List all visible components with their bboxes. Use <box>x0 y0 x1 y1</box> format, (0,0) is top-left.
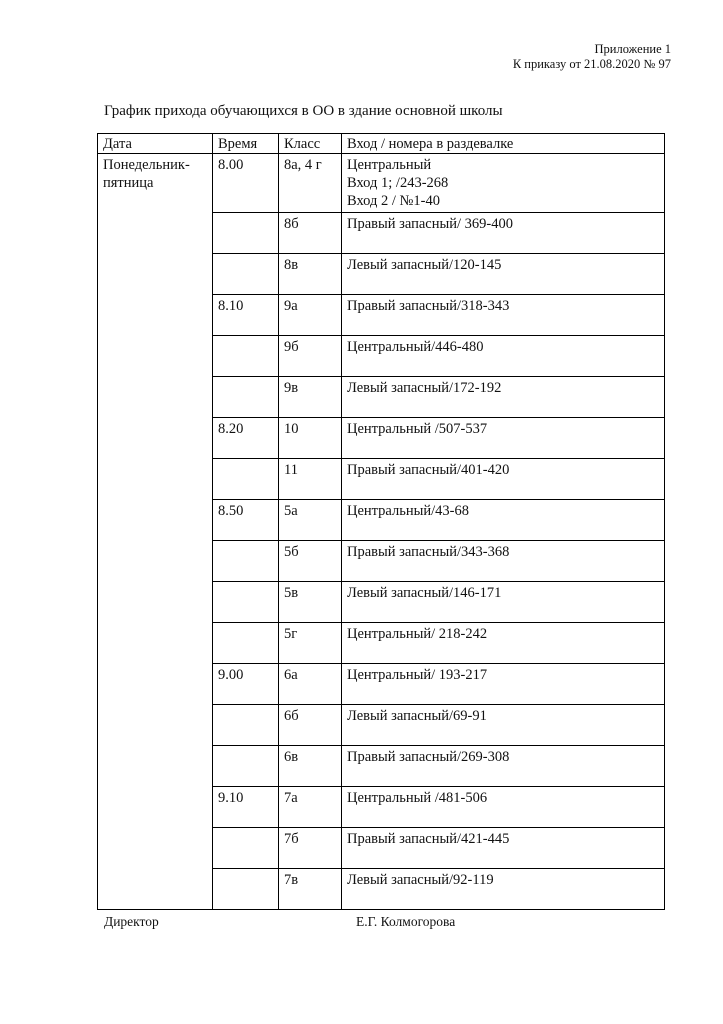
entry-cell <box>342 377 665 418</box>
arrival-schedule-table <box>97 133 665 910</box>
time-cell <box>213 828 279 869</box>
entry-cell <box>342 541 665 582</box>
class-cell: 6в <box>279 746 342 787</box>
time-cell: 8.20 <box>213 418 279 459</box>
class-cell: 5в <box>279 582 342 623</box>
table-header-row <box>98 134 665 154</box>
class-cell: 10 <box>279 418 342 459</box>
date-cell <box>98 154 213 910</box>
entry-line: Центральный <box>347 157 432 173</box>
entry-line: Левый запасный/146-171 <box>347 585 502 601</box>
entry-line: Правый запасный/318-343 <box>347 298 510 314</box>
header-class: Класс <box>279 134 342 154</box>
entry-line: Центральный/ 193-217 <box>347 667 488 683</box>
time-cell <box>213 623 279 664</box>
entry-line: Центральный /481-506 <box>347 790 488 806</box>
signature-role: Директор <box>104 914 159 929</box>
time-cell <box>213 582 279 623</box>
class-cell: 7а <box>279 787 342 828</box>
time-cell <box>213 254 279 295</box>
entry-cell <box>342 254 665 295</box>
class-cell: 5г <box>279 623 342 664</box>
entry-cell <box>342 295 665 336</box>
class-cell: 5а <box>279 500 342 541</box>
table-row <box>98 154 665 213</box>
class-cell: 8а, 4 г <box>279 154 342 213</box>
entry-cell <box>342 828 665 869</box>
header-time: Время <box>213 134 279 154</box>
entry-cell <box>342 336 665 377</box>
class-cell: 6а <box>279 664 342 705</box>
date-line: пятница <box>103 175 154 191</box>
entry-line: Правый запасный/269-308 <box>347 749 510 765</box>
class-cell: 9а <box>279 295 342 336</box>
time-cell: 8.00 <box>213 154 279 213</box>
entry-line: Вход 2 / №1-40 <box>347 193 440 209</box>
entry-line: Правый запасный/421-445 <box>347 831 510 847</box>
entry-cell <box>342 154 665 213</box>
class-cell: 9в <box>279 377 342 418</box>
entry-line: Правый запасный/401-420 <box>347 462 510 478</box>
entry-line: Правый запасный/ 369-400 <box>347 216 513 232</box>
class-cell: 8в <box>279 254 342 295</box>
time-cell <box>213 459 279 500</box>
class-cell: 6б <box>279 705 342 746</box>
header-entry: Вход / номера в раздевалке <box>342 134 665 154</box>
time-cell <box>213 377 279 418</box>
entry-cell <box>342 746 665 787</box>
entry-cell <box>342 582 665 623</box>
table-body <box>98 154 665 910</box>
time-cell <box>213 336 279 377</box>
class-cell: 7в <box>279 869 342 910</box>
entry-line: Центральный/43-68 <box>347 503 469 519</box>
entry-line: Левый запасный/92-119 <box>347 872 494 888</box>
appendix-label: Приложение 1 <box>594 42 671 56</box>
time-cell <box>213 541 279 582</box>
entry-cell <box>342 869 665 910</box>
time-cell: 8.50 <box>213 500 279 541</box>
class-cell: 5б <box>279 541 342 582</box>
time-cell <box>213 869 279 910</box>
order-reference: К приказу от 21.08.2020 № 97 <box>512 57 671 71</box>
entry-cell <box>342 459 665 500</box>
class-cell: 8б <box>279 213 342 254</box>
entry-cell <box>342 500 665 541</box>
entry-line: Центральный/446-480 <box>347 339 484 355</box>
entry-cell <box>342 418 665 459</box>
time-cell <box>213 746 279 787</box>
entry-line: Вход 1; /243-268 <box>347 175 449 191</box>
entry-line: Левый запасный/69-91 <box>347 708 487 724</box>
entry-cell <box>342 705 665 746</box>
time-cell: 9.00 <box>213 664 279 705</box>
class-cell: 7б <box>279 828 342 869</box>
class-cell: 9б <box>279 336 342 377</box>
entry-cell <box>342 213 665 254</box>
time-cell: 9.10 <box>213 787 279 828</box>
appendix-reference <box>513 42 671 72</box>
entry-line: Левый запасный/172-192 <box>347 380 502 396</box>
entry-cell <box>342 664 665 705</box>
document-title: График прихода обучающихся в ОО в здание основной школы <box>104 103 503 119</box>
class-cell: 11 <box>279 459 342 500</box>
signature-name: Е.Г. Колмогорова <box>356 914 456 929</box>
time-cell: 8.10 <box>213 295 279 336</box>
entry-line: Центральный /507-537 <box>347 421 488 437</box>
time-cell <box>213 705 279 746</box>
entry-line: Правый запасный/343-368 <box>347 544 510 560</box>
entry-cell <box>342 787 665 828</box>
time-cell <box>213 213 279 254</box>
entry-line: Центральный/ 218-242 <box>347 626 488 642</box>
header-date: Дата <box>98 134 213 154</box>
date-line: Понедельник- <box>103 157 190 173</box>
entry-cell <box>342 623 665 664</box>
entry-line: Левый запасный/120-145 <box>347 257 502 273</box>
